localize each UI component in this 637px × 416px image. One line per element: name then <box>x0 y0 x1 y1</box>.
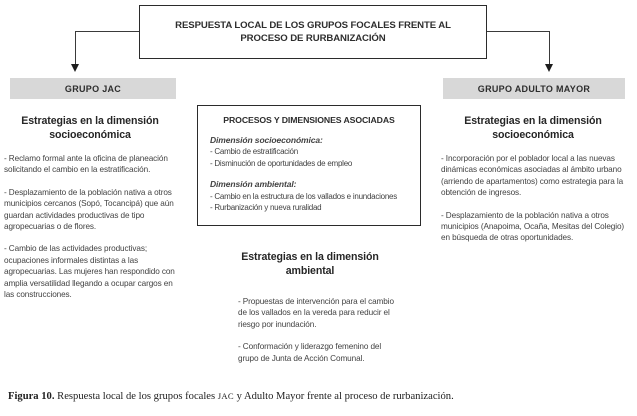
right-column-bullets <box>441 153 627 255</box>
processes-section-2-item-1: - Cambio en la estructura de los vallados e inundaciones <box>210 191 398 201</box>
right-column-heading: Estrategias en la dimensión socioeconómica <box>464 115 602 141</box>
processes-section-socioeconomica <box>210 135 420 169</box>
right-bullet-1: - Incorporación por el poblador local a las nuevas dinámicas económicas asociadas al ámbito urbano (arriendo de apartamentos) como estrategia para la obtención de ingresos. <box>441 154 624 198</box>
title-box <box>139 5 487 59</box>
processes-box-title: PROCESOS Y DIMENSIONES ASOCIADAS <box>223 115 395 125</box>
connector-right-horizontal <box>487 31 549 32</box>
figure-caption-text-after: y Adulto Mayor frente al proceso de rurbanización. <box>233 391 454 402</box>
figure-caption <box>8 391 634 402</box>
left-bullet-1: - Reclamo formal ante la oficina de planeación solicitando el cambio en la estratificación. <box>4 154 168 175</box>
processes-section-ambiental <box>210 179 420 213</box>
title-box-label: RESPUESTA LOCAL DE LOS GRUPOS FOCALES FRENTE AL PROCESO DE RURBANIZACIÓN <box>175 20 451 44</box>
left-bullet-3: - Cambio de las actividades productivas; ocupaciones informales distintas a las agropecuarias. Las mujeres han respondido con amplia versatilidad llegando a ocupar cargos en las construcciones. <box>4 244 175 300</box>
right-bullet-2: - Desplazamiento de la población nativa a otros municipios (Anapoima, Ocaña, Mesitas del Colegio) en búsqueda de otras oportunidades. <box>441 210 625 243</box>
group-bar-adulto-mayor <box>443 78 625 99</box>
group-bar-adulto-mayor-label: GRUPO ADULTO MAYOR <box>477 83 591 94</box>
processes-box <box>197 105 421 226</box>
center-bullet-1: - Propuestas de intervención para el cambio de los vallados en la vereda para reducir el riesgo por inundación. <box>238 297 394 329</box>
connector-left-horizontal <box>75 31 139 32</box>
left-column-heading: Estrategias en la dimensión socioeconómica <box>21 115 159 141</box>
processes-section-1-heading: Dimensión socioeconómica: <box>210 135 323 145</box>
figure-caption-acronym: JAC <box>217 391 234 401</box>
processes-section-1-item-2: - Disminución de oportunidades de empleo <box>210 158 353 168</box>
center-column-bullets <box>238 296 398 375</box>
arrow-down-left-icon <box>71 64 79 72</box>
center-bullet-2: - Conformación y liderazgo femenino del grupo de Junta de Acción Comunal. <box>238 342 382 363</box>
left-column-bullets <box>4 153 176 311</box>
processes-section-1-item-1: - Cambio de estratificación <box>210 147 298 157</box>
connector-left-vertical <box>75 31 76 65</box>
connector-right-vertical <box>549 31 550 65</box>
group-bar-jac-label: GRUPO JAC <box>64 83 122 94</box>
arrow-down-right-icon <box>545 64 553 72</box>
figure-caption-text-before: Respuesta local de los grupos focales <box>54 391 218 402</box>
left-bullet-2: - Desplazamiento de la población nativa a otros municipios cercanos (Sopó, Tocancipá) que aún guardan actividades productivas de tipo agropecuarias o de flores. <box>4 187 174 232</box>
processes-section-2-item-2: - Rurbanización y nueva ruralidad <box>210 203 322 213</box>
figure-caption-label: Figura 10. <box>8 391 55 402</box>
group-bar-jac <box>10 78 176 99</box>
processes-section-2-heading: Dimensión ambiental: <box>210 179 297 190</box>
center-column-heading: Estrategias en la dimensión ambiental <box>241 251 379 277</box>
